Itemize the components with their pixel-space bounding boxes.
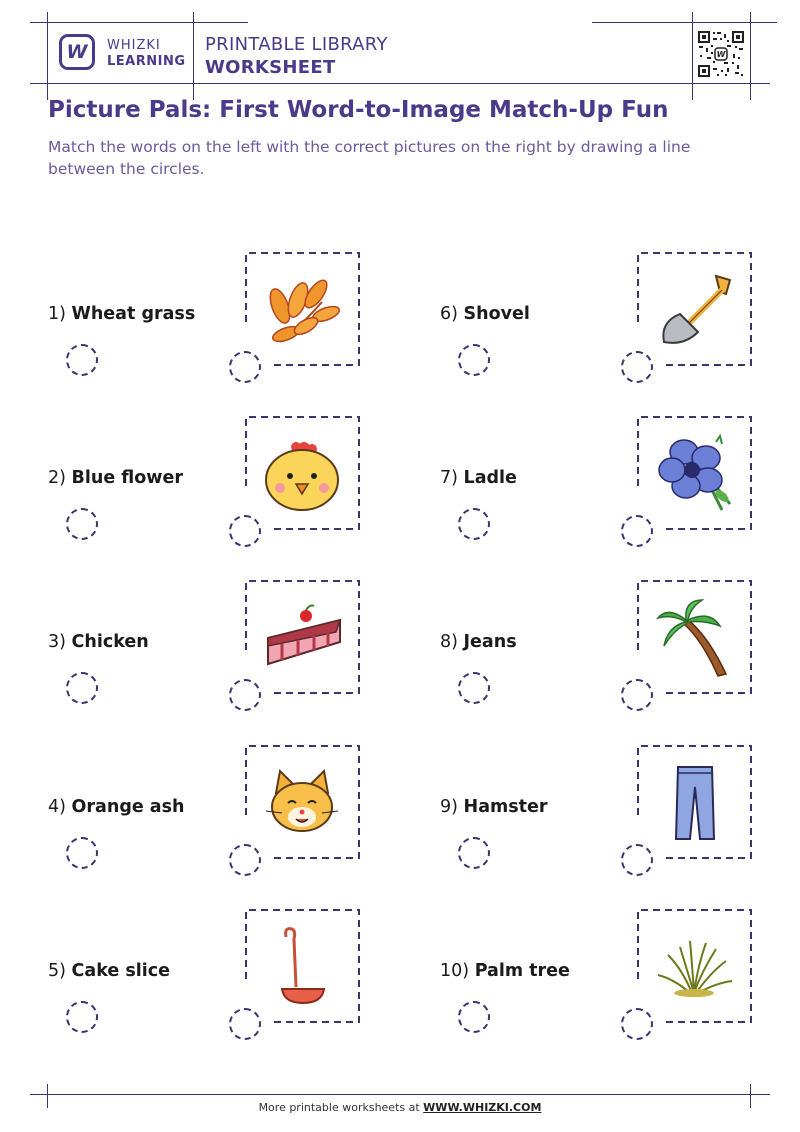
picture-match-dot[interactable] <box>621 679 653 711</box>
word-item: 9) Hamster <box>440 797 548 817</box>
worksheet-label: WORKSHEET <box>205 57 336 78</box>
picture-match-dot[interactable] <box>621 515 653 547</box>
picture-frame <box>636 909 752 1023</box>
word-match-dot[interactable] <box>458 344 490 376</box>
picture-match-dot[interactable] <box>621 351 653 383</box>
picture-frame <box>244 416 360 530</box>
picture-match-dot[interactable] <box>229 351 261 383</box>
word-match-dot[interactable] <box>458 508 490 540</box>
cat-picture <box>262 767 342 837</box>
header-divider-left <box>47 12 48 100</box>
blue-flower-picture <box>654 434 736 514</box>
header-divider-far-right <box>750 12 751 100</box>
picture-frame <box>244 580 360 694</box>
qr-code <box>697 30 745 78</box>
grass-picture <box>654 933 736 999</box>
word-item: 3) Chicken <box>48 632 149 652</box>
picture-match-dot[interactable] <box>621 1008 653 1040</box>
header-divider-right <box>692 12 693 100</box>
word-match-dot[interactable] <box>66 837 98 869</box>
footer-link[interactable]: WWW.WHIZKI.COM <box>423 1101 542 1114</box>
picture-frame <box>636 252 752 366</box>
word-match-dot[interactable] <box>458 1001 490 1033</box>
word-match-dot[interactable] <box>66 508 98 540</box>
word-match-dot[interactable] <box>66 672 98 704</box>
word-match-dot[interactable] <box>66 344 98 376</box>
shovel-picture <box>654 270 736 350</box>
word-item: 7) Ladle <box>440 468 517 488</box>
jeans-picture <box>672 761 718 845</box>
picture-match-dot[interactable] <box>229 844 261 876</box>
picture-frame <box>636 745 752 859</box>
picture-match-dot[interactable] <box>229 1008 261 1040</box>
picture-frame <box>636 416 752 530</box>
whizki-logo: W <box>59 34 95 70</box>
word-item: 2) Blue flower <box>48 468 183 488</box>
picture-frame <box>244 909 360 1023</box>
word-item: 6) Shovel <box>440 304 530 324</box>
svg-text:W: W <box>716 50 726 59</box>
palm-tree-picture <box>654 596 736 680</box>
picture-frame <box>244 745 360 859</box>
footer-line <box>30 1094 770 1095</box>
brand-name: WHIZKI <box>107 38 161 53</box>
header-top-line-left <box>30 22 248 23</box>
ladle-picture <box>272 925 332 1009</box>
picture-frame <box>244 252 360 366</box>
page-title: Picture Pals: First Word-to-Image Match-Up Fun <box>48 97 669 123</box>
cake-slice-picture <box>262 602 344 672</box>
chick-picture <box>262 434 342 514</box>
picture-frame <box>636 580 752 694</box>
picture-match-dot[interactable] <box>229 679 261 711</box>
header-bottom-line <box>30 83 770 84</box>
word-item: 8) Jeans <box>440 632 517 652</box>
picture-match-dot[interactable] <box>621 844 653 876</box>
word-item: 1) Wheat grass <box>48 304 196 324</box>
picture-match-dot[interactable] <box>229 515 261 547</box>
brand-subname: LEARNING <box>107 54 186 69</box>
word-match-dot[interactable] <box>458 837 490 869</box>
word-item: 10) Palm tree <box>440 961 570 981</box>
word-item: 4) Orange ash <box>48 797 185 817</box>
word-match-dot[interactable] <box>458 672 490 704</box>
footer-text: More printable worksheets at <box>258 1101 420 1114</box>
word-match-dot[interactable] <box>66 1001 98 1033</box>
library-label: PRINTABLE LIBRARY <box>205 34 388 55</box>
word-item: 5) Cake slice <box>48 961 170 981</box>
footer <box>0 1101 800 1114</box>
header-divider-middle <box>193 12 194 100</box>
instructions: Match the words on the left with the correct pictures on the right by drawing a line between the circles. <box>48 138 691 178</box>
orange-leaves-picture <box>260 272 344 350</box>
